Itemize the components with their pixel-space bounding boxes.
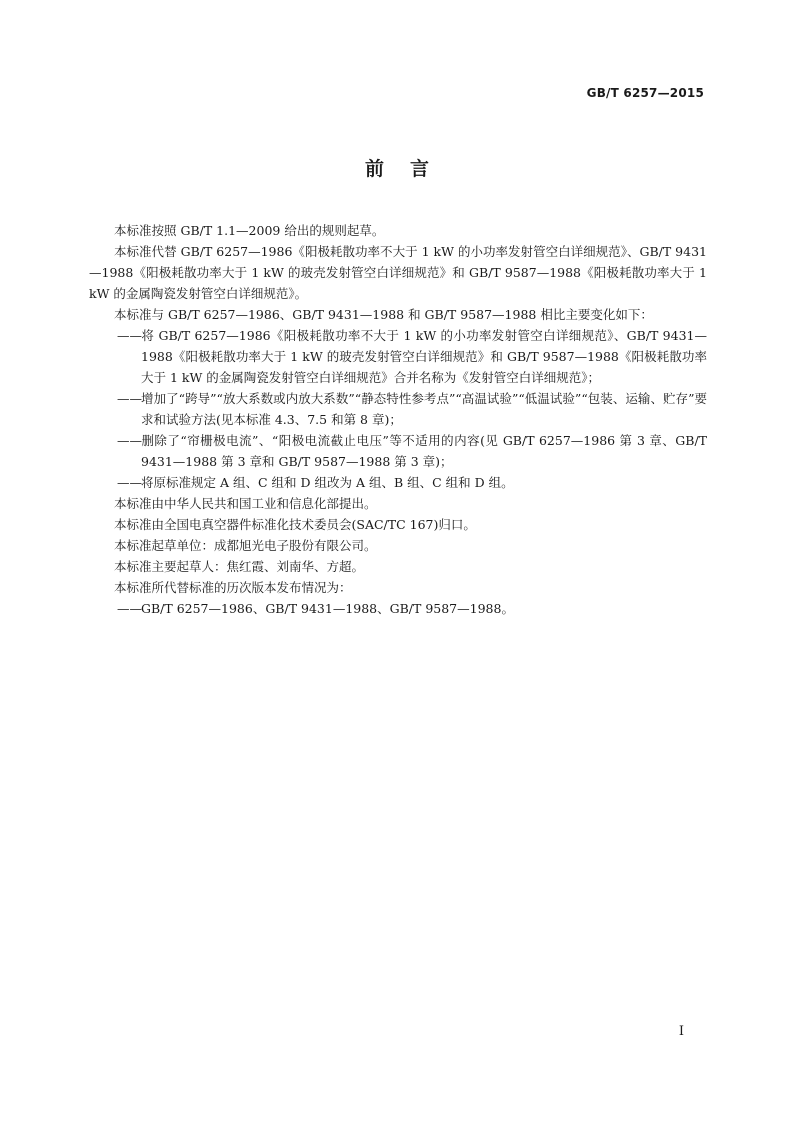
paragraph-replaced-standards: 本标准代替 GB/T 6257—1986《阳极耗散功率不大于 1 kW 的小功率发射管空白详细规范》、GB/T 9431—1988《阳极耗散功率大于 1 kW 的玻壳发射管空白详细规范》和 GB/T 9587—1988《阳极耗散功率大于 1 kW 的金属陶瓷发射管空白详细规范》。 [89, 244, 707, 301]
dash-marker: —— [117, 328, 142, 343]
change-item-text: 增加了“跨导”“放大系数或内放大系数”“静态特性参考点”“高温试验”“低温试验”“包装、运输、贮存”要求和试验方法(见本标准 4.3、7.5 和第 8 章)； [141, 391, 707, 427]
change-item [89, 472, 707, 493]
change-item [89, 388, 707, 430]
history-item-text: GB/T 6257—1986、GB/T 9431—1988、GB/T 9587—1988。 [141, 601, 514, 616]
change-item-text: 将原标准规定 A 组、C 组和 D 组改为 A 组、B 组、C 组和 D 组。 [141, 475, 514, 490]
paragraph-drafting-rules: 本标准按照 GB/T 1.1—2009 给出的规则起草。 [114, 223, 385, 238]
change-item [89, 430, 707, 472]
change-item [89, 325, 707, 388]
page-number: I [678, 1024, 684, 1039]
paragraph-history-intro: 本标准所代替标准的历次版本发布情况为： [114, 580, 352, 595]
paragraph-drafting-unit: 本标准起草单位：成都旭光电子股份有限公司。 [114, 538, 377, 553]
dash-marker: —— [117, 391, 142, 406]
paragraph-changes-intro: 本标准与 GB/T 6257—1986、GB/T 9431—1988 和 GB/T 9587—1988 相比主要变化如下： [114, 307, 653, 322]
history-item [89, 598, 707, 619]
dash-marker: —— [117, 475, 142, 490]
change-item-text: 删除了“帘栅极电流”、“阳极电流截止电压”等不适用的内容(见 GB/T 6257—1986 第 3 章、GB/T 9431—1988 第 3 章和 GB/T 9587—1988 第 3 章)； [141, 433, 707, 469]
dash-marker: —— [117, 601, 142, 616]
standard-code: GB/T 6257—2015 [586, 86, 704, 100]
page-title: 前言 [364, 158, 455, 180]
paragraph-proposer: 本标准由中华人民共和国工业和信息化部提出。 [114, 496, 377, 511]
change-item-text: 将 GB/T 6257—1986《阳极耗散功率不大于 1 kW 的小功率发射管空白详细规范》、GB/T 9431—1988《阳极耗散功率大于 1 kW 的玻壳发射管空白详细规范》和 GB/T 9587—1988《阳极耗散功率大于 1 kW 的金属陶瓷发射管空白详细规范》合并名称为《发射管空白详细规范》； [141, 328, 707, 385]
paragraph-drafters: 本标准主要起草人：焦红霞、刘南华、方超。 [114, 559, 365, 574]
foreword-body [89, 220, 707, 619]
paragraph-centralized-by: 本标准由全国电真空器件标准化技术委员会(SAC/TC 167)归口。 [114, 517, 476, 532]
dash-marker: —— [117, 433, 142, 448]
